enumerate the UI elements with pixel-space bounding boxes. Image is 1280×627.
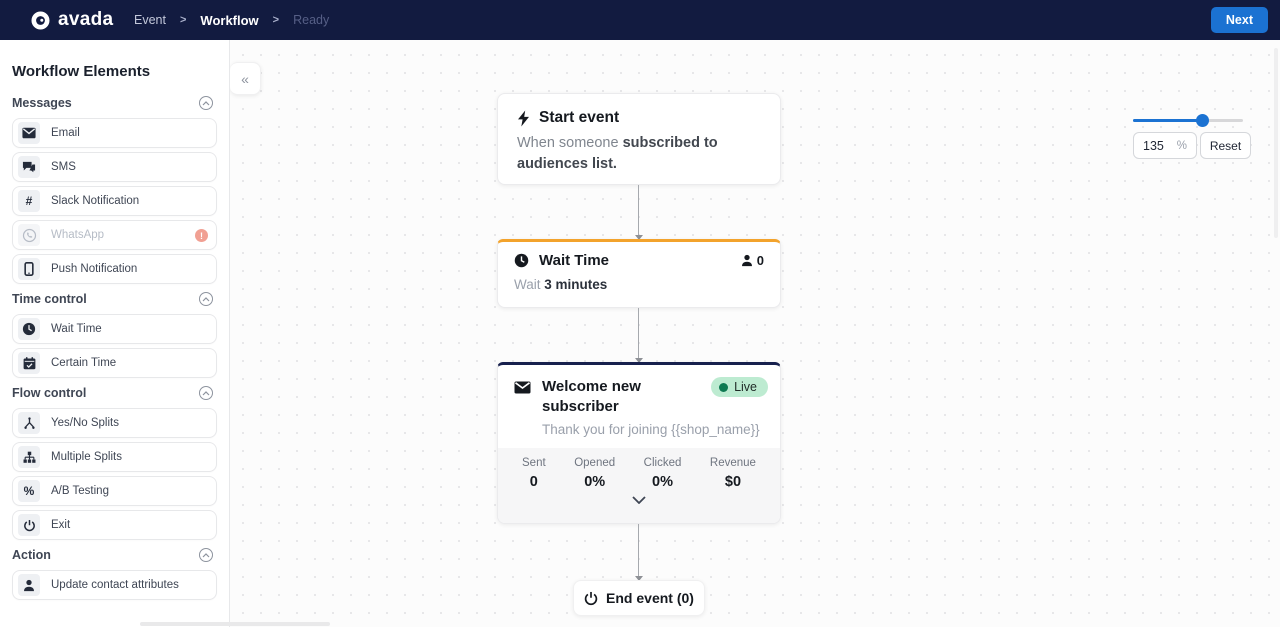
breadcrumb-ready: Ready [293, 13, 330, 27]
sidebar-item-label: Wait Time [51, 323, 102, 335]
double-chevron-left-icon: « [241, 70, 249, 87]
split-icon [18, 412, 40, 434]
sidebar-item-exit[interactable] [12, 510, 217, 540]
calendar-icon [18, 352, 40, 374]
clock-icon [18, 318, 40, 340]
avada-logo-icon [30, 10, 51, 31]
sms-icon [18, 156, 40, 178]
slack-icon: # [18, 190, 40, 212]
sidebar-item-label: Update contact attributes [51, 579, 179, 591]
person-icon [18, 574, 40, 596]
description-bold: subscribed to audiences list. [517, 135, 718, 172]
node-title: Start event [539, 109, 620, 126]
sidebar-item-wait-time[interactable] [12, 314, 217, 344]
sidebar-item-yes-no-splits[interactable] [12, 408, 217, 438]
collapse-section-icon[interactable] [199, 386, 213, 400]
flow-connector [638, 524, 639, 580]
email-subject-preview: Thank you for joining {{shop_name}} [542, 421, 760, 437]
sidebar-item-slack-notification[interactable] [12, 186, 217, 216]
sidebar-item-whatsapp [12, 220, 217, 250]
live-status-badge [711, 377, 768, 397]
start-event-node[interactable] [497, 93, 781, 185]
breadcrumb [134, 13, 329, 28]
stat-opened [574, 457, 615, 490]
sidebar-item-email[interactable] [12, 118, 217, 148]
vertical-scrollbar[interactable] [1274, 48, 1278, 238]
stat-value: 0% [652, 473, 674, 490]
warning-badge[interactable]: ! [195, 229, 208, 242]
node-title: Wait Time [539, 252, 610, 269]
sidebar-item-ab-testing[interactable] [12, 476, 217, 506]
section-label: Time control [12, 292, 87, 306]
contact-count: 0 [756, 253, 764, 268]
stat-clicked [644, 457, 682, 490]
collapse-section-icon[interactable] [199, 548, 213, 562]
collapse-section-icon[interactable] [199, 96, 213, 110]
power-icon [584, 591, 598, 606]
breadcrumb-event[interactable]: Event [134, 13, 166, 27]
status-label: Live [734, 380, 757, 394]
node-description [514, 277, 764, 292]
email-icon [18, 122, 40, 144]
stat-label: Opened [574, 456, 616, 469]
zoom-slider-handle[interactable] [1196, 114, 1209, 127]
stat-value: 0 [529, 473, 538, 490]
sidebar-item-label: Yes/No Splits [51, 417, 119, 429]
zoom-reset-button[interactable]: Reset [1200, 132, 1251, 159]
stat-value: 0% [584, 473, 606, 490]
collapse-section-icon[interactable] [199, 292, 213, 306]
horizontal-scrollbar[interactable] [140, 622, 330, 626]
sidebar-item-sms[interactable] [12, 152, 217, 182]
description-bold: 3 minutes [544, 277, 608, 292]
zoom-level-input[interactable] [1143, 139, 1175, 153]
chevron-right-icon: > [179, 14, 187, 26]
person-icon [741, 254, 753, 267]
sidebar-item-label: Email [51, 127, 80, 139]
breadcrumb-workflow[interactable]: Workflow [200, 12, 259, 28]
status-dot-icon [719, 383, 728, 392]
section-label: Flow control [12, 386, 87, 400]
sidebar-item-label: A/B Testing [51, 485, 109, 497]
zoom-slider-fill [1133, 119, 1203, 122]
contact-counter [741, 253, 764, 268]
wait-time-node[interactable] [497, 239, 781, 308]
flow-connector [638, 308, 639, 362]
section-label: Messages [12, 96, 72, 110]
section-header-time-control [12, 292, 217, 306]
workflow-elements-sidebar [0, 40, 230, 627]
sidebar-item-certain-time[interactable] [12, 348, 217, 378]
stat-label: Sent [522, 456, 546, 469]
sidebar-item-multiple-splits[interactable] [12, 442, 217, 472]
workflow-canvas[interactable] [230, 40, 1280, 627]
stat-label: Clicked [643, 456, 682, 469]
stat-sent [522, 457, 546, 490]
sidebar-item-label: WhatsApp [51, 229, 105, 241]
power-icon [18, 514, 40, 536]
clock-icon [514, 253, 529, 268]
mobile-phone-icon [18, 258, 40, 280]
description-prefix: Wait [514, 277, 545, 292]
email-stats [498, 448, 780, 525]
node-title: Welcome new subscriber [542, 378, 641, 416]
next-button[interactable]: Next [1211, 7, 1268, 33]
welcome-email-node[interactable] [497, 362, 781, 524]
expand-node-button[interactable] [522, 496, 756, 504]
avada-logo[interactable] [30, 9, 113, 31]
tree-split-icon [18, 446, 40, 468]
section-header-flow-control [12, 386, 217, 400]
sidebar-item-label: Multiple Splits [51, 451, 122, 463]
percent-icon: % [18, 480, 40, 502]
zoom-level-field [1133, 132, 1197, 159]
lightning-icon [517, 110, 530, 127]
node-title: End event (0) [606, 590, 694, 606]
sidebar-item-update-contact-attributes[interactable] [12, 570, 217, 600]
percent-unit-label: % [1176, 139, 1187, 152]
zoom-slider[interactable] [1133, 114, 1243, 127]
sidebar-item-label: Slack Notification [51, 195, 140, 207]
logo-text: avada [58, 9, 114, 30]
chevron-right-icon: > [272, 14, 280, 26]
sidebar-item-label: Push Notification [51, 263, 138, 275]
node-description [517, 133, 761, 174]
flow-connector [638, 185, 639, 239]
section-label: Action [12, 548, 51, 562]
stat-value: $0 [724, 473, 742, 490]
description-prefix: When someone [517, 135, 623, 151]
sidebar-item-label: Certain Time [51, 357, 117, 369]
sidebar-title: Workflow Elements [12, 63, 151, 80]
section-header-action [12, 548, 217, 562]
sidebar-item-label: Exit [51, 519, 71, 531]
collapse-sidebar-button[interactable] [230, 62, 261, 95]
section-header-messages [12, 96, 217, 110]
stat-label: Revenue [709, 456, 756, 469]
sidebar-item-push-notification[interactable] [12, 254, 217, 284]
sidebar-item-label: SMS [51, 161, 76, 173]
top-navigation-bar [0, 0, 1280, 40]
stat-revenue [710, 457, 756, 490]
whatsapp-icon [18, 224, 40, 246]
email-icon [514, 381, 531, 394]
end-event-node[interactable] [573, 580, 705, 616]
